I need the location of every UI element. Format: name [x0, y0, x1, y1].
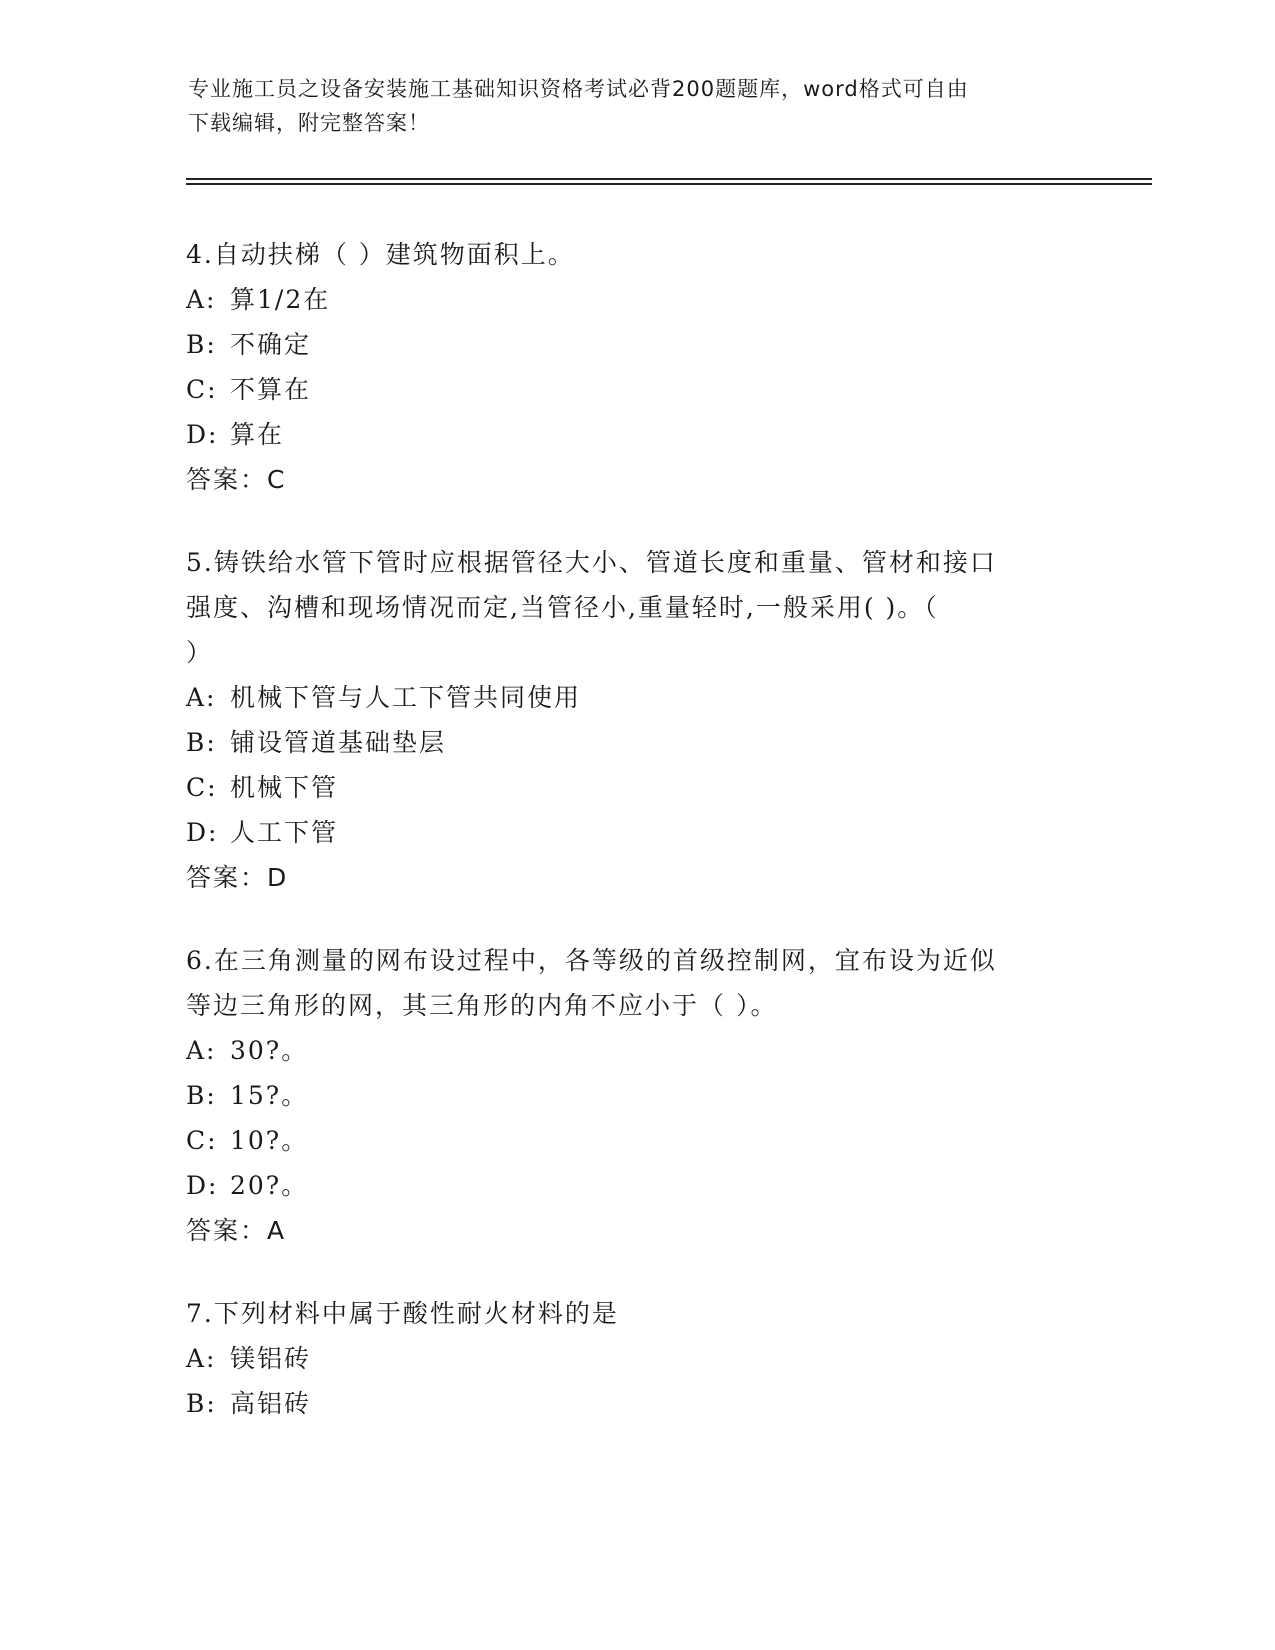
option-c [186, 1118, 1086, 1163]
option-c [186, 765, 1086, 810]
answer-line: 答案：C [186, 465, 287, 494]
option-key: C: [186, 1126, 218, 1155]
option-key: A: [186, 683, 217, 712]
header-title-line-1: 专业施工员之设备安装施工基础知识资格考试必背200题题库，word格式可自由 [188, 77, 969, 101]
option-text: 机械下管与人工下管共同使用 [230, 683, 582, 712]
option-text: 15?。 [230, 1081, 309, 1110]
option-key: B: [186, 728, 217, 757]
option-key: B: [186, 1081, 217, 1110]
option-key: D: [186, 1171, 219, 1200]
option-b [186, 1381, 1086, 1426]
option-b [186, 1073, 1086, 1118]
option-text: 20?。 [230, 1171, 309, 1200]
question-stem-line: 强度、沟槽和现场情况而定,当管径小,重量轻时,一般采用( )。（ [186, 593, 939, 622]
question-stem-line: 等边三角形的网，其三角形的内角不应小于（ ）。 [186, 991, 778, 1020]
option-text: 人工下管 [230, 818, 339, 847]
option-c [186, 367, 1086, 412]
question-stem-line: 6.在三角测量的网布设过程中，各等级的首级控制网，宜布设为近似 [186, 946, 997, 975]
option-key: A: [186, 285, 217, 314]
question-7 [186, 1291, 1086, 1426]
question-4 [186, 232, 1086, 502]
option-key: B: [186, 1389, 217, 1418]
option-text: 高铝砖 [230, 1389, 312, 1418]
question-stem-line: ） [186, 638, 214, 667]
question-stem-line: 4.自动扶梯（ ）建筑物面积上。 [186, 240, 575, 269]
option-text: 30?。 [230, 1036, 309, 1065]
option-b [186, 322, 1086, 367]
option-text: 镁铝砖 [230, 1344, 312, 1373]
option-text: 铺设管道基础垫层 [230, 728, 447, 757]
answer-line: 答案：A [186, 1216, 287, 1245]
option-text: 10?。 [230, 1126, 309, 1155]
question-5 [186, 540, 1086, 900]
option-key: D: [186, 420, 219, 449]
option-a [186, 277, 1086, 322]
question-stem-line: 7.下列材料中属于酸性耐火材料的是 [186, 1299, 619, 1328]
header-title-line-2: 下载编辑，附完整答案！ [188, 111, 430, 135]
option-key: B: [186, 330, 217, 359]
option-text: 不确定 [230, 330, 312, 359]
option-key: C: [186, 375, 218, 404]
option-d [186, 412, 1086, 457]
option-text: 算1/2在 [230, 285, 331, 314]
header-divider-bottom [186, 183, 1152, 185]
question-6 [186, 938, 1086, 1253]
option-a [186, 1336, 1086, 1381]
option-key: A: [186, 1344, 217, 1373]
option-text: 不算在 [230, 375, 312, 404]
option-b [186, 720, 1086, 765]
option-text: 算在 [230, 420, 285, 449]
option-a [186, 675, 1086, 720]
option-key: C: [186, 773, 218, 802]
option-key: A: [186, 1036, 217, 1065]
answer-line: 答案：D [186, 863, 289, 892]
question-stem-line: 5.铸铁给水管下管时应根据管径大小、管道长度和重量、管材和接口 [186, 548, 997, 577]
option-a [186, 1028, 1086, 1073]
option-d [186, 1163, 1086, 1208]
option-text: 机械下管 [230, 773, 339, 802]
header-divider-top [186, 178, 1152, 180]
option-key: D: [186, 818, 219, 847]
document-header [188, 72, 1068, 140]
question-list [186, 232, 1086, 1464]
option-d [186, 810, 1086, 855]
